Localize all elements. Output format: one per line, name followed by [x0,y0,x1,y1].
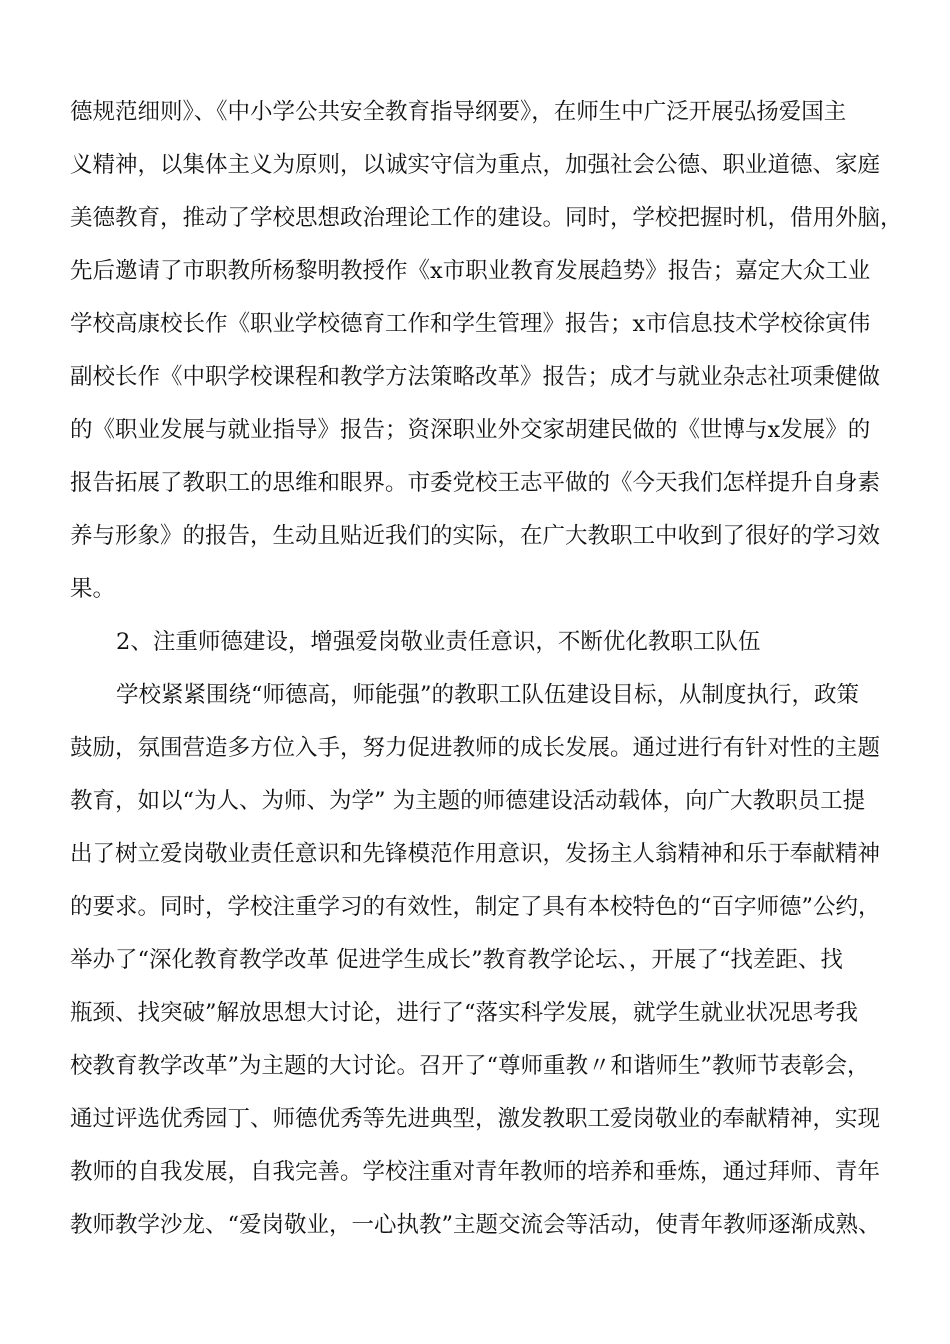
text-line: 通过评选优秀园丁、师德优秀等先进典型，激发教职工爱岗敬业的奉献精神，实现 [70,1106,881,1132]
text-line: 校教育教学改革”为主题的大讨论。召开了“尊师重教〃和谐师生”教师节表彰会， [70,1053,870,1079]
text-line: 鼓励，氛围营造多方位入手，努力促进教师的成长发展。通过进行有针对性的主题 [70,735,881,761]
text-line: 义精神，以集体主义为原则，以诚实守信为重点，加强社会公德、职业道德、家庭 [70,152,881,178]
text-line: 举办了“深化教育教学改革 促进学生成长”教育教学论坛、，开展了“找差距、找 [70,947,843,973]
text-line: 教育，如以“为人、为师、为学” 为主题的师德建设活动载体，向广大教职员工提 [70,788,866,814]
text-line: 的《职业发展与就业指导》报告；资深职业外交家胡建民做的《世博与x发展》的 [70,417,871,443]
text-line: 出了树立爱岗敬业责任意识和先锋模范作用意识，发扬主人翁精神和乐于奉献精神 [70,841,881,867]
text-line: 副校长作《中职学校课程和教学方法策略改革》报告；成才与就业杂志社项秉健做 [70,364,881,390]
text-line: 养与形象》的报告，生动且贴近我们的实际，在广大教职工中收到了很好的学习效 [70,523,881,549]
text-line: 学校高康校长作《职业学校德育工作和学生管理》报告；x市信息技术学校徐寅伟 [70,311,871,337]
text-line: 的要求。同时，学校注重学习的有效性，制定了具有本校特色的“百字师德”公约， [70,894,881,920]
text-line: 教师的自我发展，自我完善。学校注重对青年教师的培养和垂炼，通过拜师、青年 [70,1159,881,1185]
text-line: 美德教育，推动了学校思想政治理论工作的建设。同时，学校把握时机，借用外脑， [70,205,903,231]
text-line: 报告拓展了教职工的思维和眼界。市委党校王志平做的《今天我们怎样提升自身素 [70,470,881,496]
text-line: 教师教学沙龙、“爱岗敬业，一心执教”主题交流会等活动，使青年教师逐渐成熟、 [70,1212,881,1238]
paragraph-first-line: 学校紧紧围绕“师德高，师能强”的教职工队伍建设目标，从制度执行，政策 [116,682,860,708]
text-line: 瓶颈、找突破”解放思想大讨论，进行了“落实科学发展，就学生就业状况思考我 [70,1000,859,1026]
text-line: 果。 [70,576,116,602]
text-line: 先后邀请了市职教所杨黎明教授作《x市职业教育发展趋势》报告；嘉定大众工业 [70,258,871,284]
text-line: 德规范细则》、《中小学公共安全教育指导纲要》，在师生中广泛开展弘扬爱国主 [70,99,847,125]
section-heading: 2、注重师德建设，增强爱岗敬业责任意识，不断优化教职工队伍 [116,629,761,655]
